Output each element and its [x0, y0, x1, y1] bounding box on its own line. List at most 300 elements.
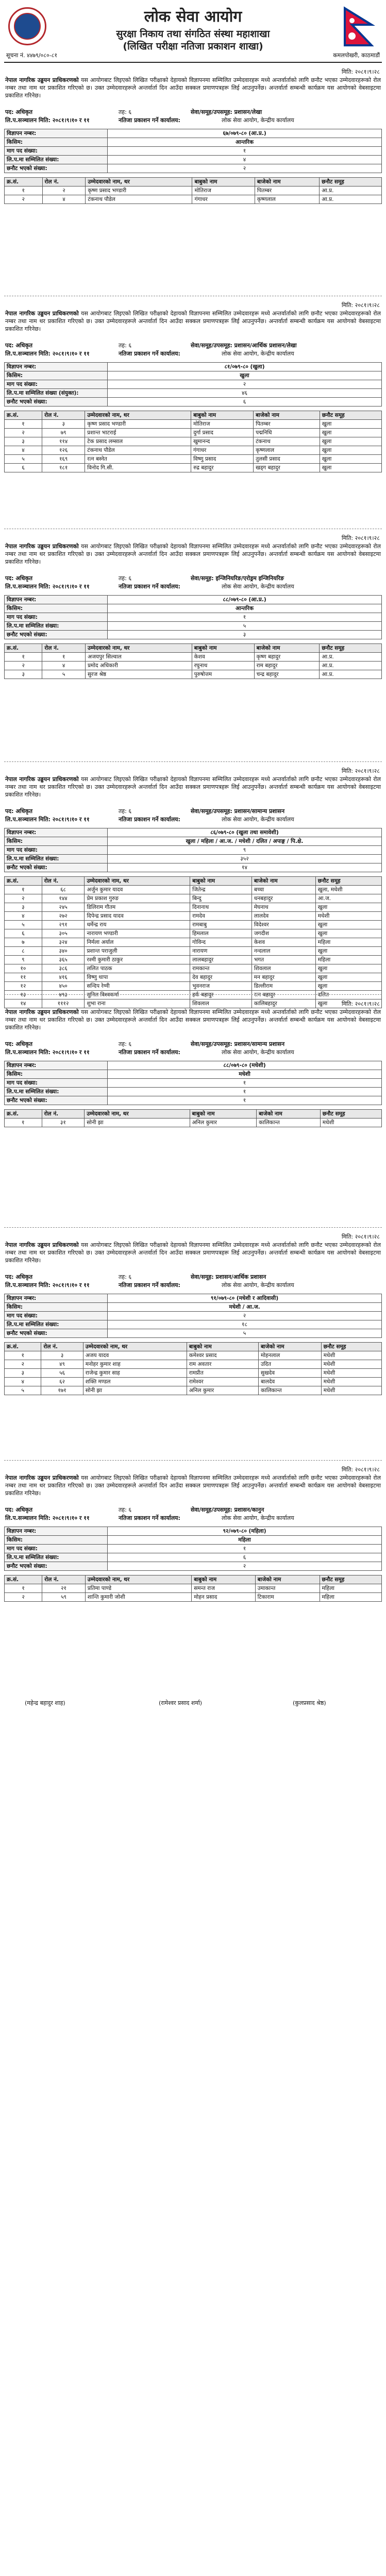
table-cell: ३: [5, 1369, 41, 1378]
table-cell: टंकनाथ: [254, 437, 320, 446]
posts-count: १: [108, 147, 382, 156]
type-label: किसिम:: [5, 138, 108, 147]
table-cell: दलित: [315, 991, 381, 999]
table-row: [5, 929, 382, 938]
table-cell: सन्दिप रेग्मी: [85, 982, 190, 991]
selected-label: छनौट भएको संख्या:: [5, 631, 108, 639]
table-cell: धर्मेन्द्र राय: [85, 921, 190, 929]
table-cell: रत्न बहादुर: [251, 991, 315, 999]
selected-count: ५: [108, 1329, 382, 1338]
table-cell: धनबहादुर: [251, 894, 315, 903]
table-cell: ७९: [42, 429, 85, 437]
table-cell: १११२: [42, 999, 85, 1008]
table-cell: कृष्ण प्रसाद भण्डारी: [86, 187, 192, 195]
type-value: महिला: [108, 1536, 382, 1545]
type-label: किसिम:: [5, 837, 108, 846]
table-cell: सुखदेव: [258, 1369, 321, 1378]
selected-label: छनौट भएको संख्या:: [5, 1096, 108, 1105]
level-label: तह: ६: [119, 1506, 132, 1513]
table-cell: ४: [5, 1378, 41, 1386]
posts-count: १: [108, 613, 382, 622]
appeared-label: लि.प.मा सम्मिलित संख्या (संयुक्त):: [5, 389, 108, 398]
column-header: रोल नं.: [42, 411, 85, 420]
notice-paragraph: नेपाल नागरिक उड्डयन प्राधिकरणको यस आयोगबाट लिइएको लिखित परीक्षाको देहायको विज्ञापनमा सम्मिलित उम्मेदवारहरू मध्ये अन्तर्वार्ताको लागि छनौट भएका उम्मेदवारहरूको रोल नम्बर तथा नाम थर प्रकाशित गरिएको छ। उक्त उम्मेदवारहरूले अन्तर्वार्ता दिन आउँदा सक्कल प्रमाणपत्रहरू लिई आउनुपर्नेछ। अन्तर्वार्ता सम्बन्धी कार्यक्रम यस आयोगको वेबसाइटमा प्रकाशित गरिनेछ।: [5, 543, 381, 565]
notice-paragraph: नेपाल नागरिक उड्डयन प्राधिकरणको यस आयोगबाट लिइएको लिखित परीक्षाको देहायको विज्ञापनमा सम्मिलित उम्मेदवारहरू मध्ये अन्तर्वार्ताको लागि छनौट भएका उम्मेदवारहरूको रोल नम्बर तथा नाम थर प्रकाशित गरिएको छ। उक्त उम्मेदवारहरूले अन्तर्वार्ता दिन आउँदा सक्कल प्रमाणपत्रहरू लिई आउनुपर्नेछ। अन्तर्वार्ता सम्बन्धी कार्यक्रम यस आयोगको वेबसाइटमा प्रकाशित गरिनेछ।: [5, 310, 381, 332]
table-cell: उदित: [258, 1360, 321, 1369]
type-value: मधेशी / आ.ज.: [108, 1303, 382, 1312]
table-cell: ३: [5, 903, 42, 912]
table-cell: मोहन प्रसाद: [192, 1593, 255, 1602]
post-info-row: [4, 1040, 382, 1048]
column-header: छनौट समूह: [320, 411, 381, 420]
table-row: [5, 1118, 382, 1127]
candidate-table: [4, 876, 382, 1008]
column-header: बाबुको नाम: [190, 877, 252, 886]
table-cell: जितेन्द्र: [190, 886, 252, 894]
notice-number: सूचना नं. ४४७९/०८०-८१: [6, 52, 58, 59]
candidate-table: [4, 1575, 382, 1602]
result-office: लोक सेवा आयोग, केन्द्रीय कार्यालय: [222, 816, 294, 823]
table-cell: ५: [5, 455, 42, 464]
table-cell: १०: [5, 964, 42, 973]
column-header: रोल नं.: [42, 877, 85, 886]
table-cell: खुला: [320, 420, 381, 429]
adv-number: ९१/०७९-८० (मधेशी र आदिवासी): [108, 1294, 382, 1303]
table-cell: कालिकान्त: [258, 1386, 321, 1395]
type-value: खुला: [108, 371, 382, 380]
table-cell: नारायण भण्डारी: [85, 929, 190, 938]
level-label: तह: ६: [119, 109, 132, 115]
exam-date: लि.प.सञ्चालन मिति: २०८१।९।१० र ११: [5, 350, 90, 357]
table-header-row: [5, 1343, 382, 1351]
table-cell: मधेशी: [321, 1378, 381, 1386]
column-header: उम्मेदवारको नाम, थर: [85, 1110, 190, 1118]
result-office-label: नतिजा प्रकाशन गर्ने कार्यालय:: [119, 1049, 180, 1056]
column-header: बाजेको नाम: [255, 178, 319, 187]
table-cell: १३: [5, 991, 42, 999]
notice-date: मिति: २०८१।९।२८: [341, 1001, 380, 1007]
notice-date: मिति: २०८१।९।२८: [341, 302, 380, 309]
table-row: [5, 1360, 382, 1369]
column-header: रोल नं.: [42, 644, 86, 653]
table-cell: शक्ति मण्डल: [83, 1378, 187, 1386]
exam-date: लि.प.सञ्चालन मिति: २०८१।९।१० र ११: [5, 816, 90, 823]
appeared-count: ४६: [108, 389, 382, 398]
table-cell: महिला: [315, 938, 381, 947]
table-row: [5, 1351, 382, 1360]
table-cell: महिला: [320, 1584, 381, 1593]
selected-label: छनौट भएको संख्या:: [5, 1329, 108, 1338]
table-cell: २९१: [42, 921, 85, 929]
notice-paragraph: नेपाल नागरिक उड्डयन प्राधिकरणको यस आयोगबाट लिइएको लिखित परीक्षाको देहायको विज्ञापनमा सम्मिलित उम्मेदवारहरू मध्ये अन्तर्वार्ताको लागि छनौट भएका उम्मेदवारहरूको रोल नम्बर तथा नाम थर प्रकाशित गरिएको छ। उक्त उम्मेदवारहरूले अन्तर्वार्ता दिन आउँदा सक्कल प्रमाणपत्रहरू लिई आउनुपर्नेछ। अन्तर्वार्ता सम्बन्धी कार्यक्रम यस आयोगको वेबसाइटमा प्रकाशित गरिनेछ।: [5, 1242, 381, 1264]
table-cell: ६: [5, 929, 42, 938]
exam-date: लि.प.सञ्चालन मिति: २०८१।९।१० र ११: [5, 117, 90, 124]
table-cell: पितम्बर: [254, 420, 320, 429]
column-header: बाबुको नाम: [187, 1343, 258, 1351]
table-row: [5, 912, 382, 921]
notice-paragraph: नेपाल नागरिक उड्डयन प्राधिकरणको यस आयोगबाट लिइएको लिखित परीक्षाको देहायको विज्ञापनमा सम्मिलित उम्मेदवारहरू मध्ये अन्तर्वार्ताको लागि छनौट भएका उम्मेदवारहरूको रोल नम्बर तथा नाम थर प्रकाशित गरिएको छ। उक्त उम्मेदवारहरूले अन्तर्वार्ता दिन आउँदा सक्कल प्रमाणपत्रहरू लिई आउनुपर्नेछ। अन्तर्वार्ता सम्बन्धी कार्यक्रम यस आयोगको वेबसाइटमा प्रकाशित गरिनेछ।: [5, 1009, 381, 1031]
table-cell: महिला: [315, 956, 381, 964]
notice-date: मिति: २०८१।९।२८: [341, 1233, 380, 1240]
table-header-row: [5, 877, 382, 886]
table-cell: मधेशी: [321, 1351, 381, 1360]
table-cell: नन्दलाल: [251, 947, 315, 956]
table-cell: ३०५: [42, 929, 85, 938]
table-cell: मोहनलाल: [258, 1351, 321, 1360]
post-label: पद: अधिकृत: [5, 1506, 33, 1513]
table-cell: १८१: [42, 464, 85, 472]
column-header: बाबुको नाम: [192, 644, 254, 653]
type-label: किसिम:: [5, 1536, 108, 1545]
type-label: किसिम:: [5, 604, 108, 613]
column-header: छनौट समूह: [320, 1110, 381, 1118]
signature-block: [4, 1696, 382, 1711]
table-cell: आ.प्र.: [320, 187, 382, 195]
table-cell: प्रमोद अधिकारी: [85, 662, 192, 670]
appeared-count: १८: [108, 1320, 382, 1329]
table-cell: आ.प्र.: [320, 195, 382, 204]
table-cell: ८: [5, 947, 42, 956]
column-header: उम्मेदवारको नाम, थर: [85, 644, 192, 653]
table-cell: खुला: [315, 999, 381, 1008]
table-cell: गोविन्द: [190, 938, 252, 947]
table-cell: खुला: [315, 921, 381, 929]
table-cell: खुला: [315, 903, 381, 912]
table-cell: ३: [41, 1351, 83, 1360]
table-cell: हिमलाल: [190, 929, 252, 938]
notices-container: [4, 63, 382, 1693]
column-header: उम्मेदवारको नाम, थर: [85, 411, 191, 420]
result-notice: [4, 296, 382, 529]
table-cell: ४: [42, 662, 86, 670]
selected-count: २: [108, 1562, 382, 1571]
table-cell: ४: [5, 912, 42, 921]
column-header: छनौट समूह: [320, 644, 382, 653]
table-cell: ३८६: [42, 964, 85, 973]
service-group: सेवा/समूह/उपसमूह: प्रशासन/आर्थिक प्रशासन/लेखा: [191, 342, 297, 349]
adv-number-label: विज्ञापन नम्बर:: [5, 596, 108, 604]
candidate-table: [4, 177, 382, 204]
table-cell: अजयपुर सिल्वाल: [85, 653, 192, 662]
type-value: आन्तरिक: [108, 604, 382, 613]
table-row: [5, 464, 382, 472]
posts-label: माग पद संख्या:: [5, 1545, 108, 1553]
column-header: उम्मेदवारको नाम, थर: [85, 1575, 191, 1584]
table-cell: ३: [5, 670, 42, 679]
table-cell: १: [5, 1118, 42, 1127]
table-cell: आ.प्र.: [320, 662, 382, 670]
selected-label: छनौट भएको संख्या:: [5, 398, 108, 406]
table-cell: रामबाबु: [190, 921, 252, 929]
table-cell: १: [5, 886, 42, 894]
table-cell: उमाकान्त: [255, 1584, 320, 1593]
table-header-row: [5, 644, 382, 653]
adv-number: ६७/०७९-८० (आ.प्र.): [108, 129, 382, 138]
table-row: [5, 947, 382, 956]
exam-info-row: [4, 1281, 382, 1290]
table-cell: आ.प्र.: [320, 653, 382, 662]
table-cell: ३: [42, 420, 85, 429]
table-row: [5, 670, 382, 679]
table-cell: प्रतिमा पाण्डे: [85, 1584, 191, 1593]
table-cell: शिवलाल: [190, 999, 252, 1008]
table-cell: २७२: [42, 912, 85, 921]
table-cell: ३६५: [42, 956, 85, 964]
level-label: तह: ६: [119, 575, 132, 582]
appeared-count: ६: [108, 1553, 382, 1562]
table-cell: शिवलाल: [251, 964, 315, 973]
table-row: [5, 437, 382, 446]
adv-number-label: विज्ञापन नम्बर:: [5, 129, 108, 138]
table-cell: खुला: [315, 973, 381, 982]
column-header: क्र.सं.: [5, 644, 42, 653]
table-row: [5, 964, 382, 973]
header-subtitle: सुरक्षा निकाय तथा संगठित संस्था महाशाखा (लिखित परीक्षा नतिजा प्रकाशन शाखा): [116, 28, 270, 52]
table-row: [5, 455, 382, 464]
table-cell: अनिल कुमार: [187, 1386, 258, 1395]
table-cell: प्रशान्त भाटराई: [85, 429, 191, 437]
notice-date: मिति: २०८१।९।२८: [341, 768, 380, 774]
table-cell: खुला: [320, 455, 381, 464]
level-label: तह: ६: [119, 808, 132, 815]
table-row: [5, 420, 382, 429]
posts-count: ९: [108, 846, 382, 855]
posts-label: माग पद संख्या:: [5, 147, 108, 156]
column-header: बाबुको नाम: [192, 178, 255, 187]
appeared-label: लि.प.मा सम्मिलित संख्या:: [5, 1553, 108, 1562]
advertisement-summary-table: [4, 1294, 382, 1338]
table-cell: रत्न बस्नेत: [85, 455, 191, 464]
table-cell: लालबहादुर: [190, 956, 252, 964]
table-cell: केशव: [192, 653, 254, 662]
level-label: तह: ६: [119, 1274, 132, 1280]
candidate-table: [4, 643, 382, 679]
result-office: लोक सेवा आयोग, केन्द्रीय कार्यालय: [222, 583, 294, 590]
table-cell: खुला: [315, 964, 381, 973]
post-label: पद: अधिकृत: [5, 575, 33, 582]
table-cell: खुला: [315, 929, 381, 938]
advertisement-summary-table: [4, 828, 382, 872]
table-cell: खुला, मधेशी: [315, 886, 381, 894]
result-notice: [4, 1460, 382, 1693]
table-cell: ललित पाठक: [85, 964, 190, 973]
table-row: [5, 973, 382, 982]
table-cell: ४९३: [42, 991, 85, 999]
column-header: रोल नं.: [42, 1110, 85, 1118]
posts-count: १: [108, 1079, 382, 1088]
header-meta: [4, 52, 382, 60]
table-cell: मधेशी: [321, 1369, 381, 1378]
table-row: [5, 921, 382, 929]
column-header: बाजेको नाम: [258, 1343, 321, 1351]
table-cell: मेघनाथ: [251, 903, 315, 912]
result-office-label: नतिजा प्रकाशन गर्ने कार्यालय:: [119, 583, 180, 590]
signature-1: (महेन्द्र बहादुर शाह): [25, 1700, 65, 1706]
table-cell: १: [5, 653, 42, 662]
table-cell: बालदेव: [258, 1378, 321, 1386]
table-cell: सोनी झा: [83, 1386, 187, 1395]
result-office-label: नतिजा प्रकाशन गर्ने कार्यालय:: [119, 350, 180, 357]
table-cell: नारायण: [190, 947, 252, 956]
table-cell: भगत: [251, 956, 315, 964]
table-row: [5, 886, 382, 894]
service-group: सेवा/समूह/उपसमूह: प्रशासन/कानुन: [191, 1506, 264, 1513]
table-cell: मोतिराज: [192, 187, 255, 195]
service-group: सेवा/समूह/उपसमूह: प्रशासन/सामान्य प्रशासन: [191, 1041, 285, 1047]
column-header: रोल नं.: [42, 1575, 85, 1584]
service-group: सेवा/समूह: इन्जिनियरिङ/एरोड्रम इन्जिनियरिङ: [191, 575, 284, 582]
result-notice: [4, 1227, 382, 1460]
selected-count: ३: [108, 631, 382, 639]
post-info-row: [4, 807, 382, 816]
table-row: [5, 429, 382, 437]
table-cell: कृष्णलाल: [254, 446, 320, 455]
advertisement-summary-table: [4, 129, 382, 173]
table-cell: १: [5, 1351, 41, 1360]
table-cell: पद्मनिधि: [254, 429, 320, 437]
table-cell: ४: [5, 446, 42, 455]
service-group: सेवा/समूह: प्रशासन/आर्थिक प्रशासन: [191, 1274, 266, 1280]
result-office-label: नतिजा प्रकाशन गर्ने कार्यालय:: [119, 1515, 180, 1521]
table-cell: राम बहादुर: [254, 662, 320, 670]
type-value: आन्तरिक: [108, 138, 382, 147]
table-cell: १: [5, 420, 42, 429]
exam-date: लि.प.सञ्चालन मिति: २०८१।९।१० र ११: [5, 1049, 90, 1056]
table-cell: टिकाराम: [255, 1593, 320, 1602]
table-cell: २४५: [42, 903, 85, 912]
column-header: बाबुको नाम: [192, 1575, 255, 1584]
service-group: सेवा/समूह/उपसमूह: प्रशासन/लेखा: [191, 109, 262, 115]
table-cell: जगदीश: [251, 929, 315, 938]
table-cell: ११४: [42, 437, 85, 446]
table-cell: विनोद गि.सी.: [85, 464, 191, 472]
table-cell: १६९: [42, 455, 85, 464]
table-header-row: [5, 1575, 382, 1584]
exam-info-row: [4, 116, 382, 125]
table-cell: रामदेव: [190, 912, 252, 921]
advertisement-summary-table: [4, 362, 382, 406]
table-cell: सोनी झा: [85, 1118, 190, 1127]
table-cell: १४: [5, 999, 42, 1008]
table-cell: २१: [42, 1584, 85, 1593]
post-label: पद: अधिकृत: [5, 1041, 33, 1047]
table-cell: दिनानाथ: [190, 903, 252, 912]
column-header: क्र.सं.: [5, 877, 42, 886]
appeared-label: लि.प.मा सम्मिलित संख्या:: [5, 1320, 108, 1329]
table-row: [5, 195, 382, 204]
adv-number-label: विज्ञापन नम्बर:: [5, 1294, 108, 1303]
table-row: [5, 653, 382, 662]
table-cell: २: [5, 1360, 41, 1369]
table-cell: सुनिल विश्वकर्मा: [85, 991, 190, 999]
exam-date: लि.प.सञ्चालन मिति: २०८१।९।१० र ११: [5, 1515, 90, 1521]
column-header: क्र.सं.: [5, 1343, 41, 1351]
adv-number-label: विज्ञापन नम्बर:: [5, 1061, 108, 1070]
table-cell: दुर्गा प्रसाद: [191, 429, 254, 437]
table-cell: भुवनराज: [190, 982, 252, 991]
table-cell: महिला: [320, 1593, 381, 1602]
notice-paragraph: नेपाल नागरिक उड्डयन प्राधिकरणको यस आयोगबाट लिइएको लिखित परीक्षाको देहायको विज्ञापनमा सम्मिलित उम्मेदवारहरू मध्ये अन्तर्वार्ताको लागि छनौट भएका उम्मेदवारहरूको रोल नम्बर तथा नाम थर प्रकाशित गरिएको छ। उक्त उम्मेदवारहरूले अन्तर्वार्ता दिन आउँदा सक्कल प्रमाणपत्रहरू लिई आउनुपर्नेछ। अन्तर्वार्ता सम्बन्धी कार्यक्रम यस आयोगको वेबसाइटमा प्रकाशित गरिनेछ।: [5, 776, 381, 798]
table-cell: मधेशी: [320, 1118, 381, 1127]
table-cell: राम अवतार: [187, 1360, 258, 1369]
table-cell: विदेश्वर: [251, 921, 315, 929]
table-cell: ६: [5, 464, 42, 472]
post-info-row: [4, 1506, 382, 1514]
table-cell: १: [42, 653, 86, 662]
table-cell: खड्ग बहादुर: [254, 464, 320, 472]
table-cell: खुला: [320, 437, 381, 446]
selected-label: छनौट भएको संख्या:: [5, 1562, 108, 1571]
table-cell: कालिबहादुर: [251, 999, 315, 1008]
result-notice: [4, 63, 382, 296]
table-cell: टंकनाथ पौडेल: [86, 195, 192, 204]
advertisement-summary-table: [4, 595, 382, 639]
table-row: [5, 894, 382, 903]
table-cell: ७: [5, 938, 42, 947]
result-office-label: नतिजा प्रकाशन गर्ने कार्यालय:: [119, 1282, 180, 1289]
column-header: छनौट समूह: [321, 1343, 381, 1351]
table-cell: ४१६: [42, 973, 85, 982]
table-cell: ९: [5, 956, 42, 964]
table-row: [5, 938, 382, 947]
table-header-row: [5, 411, 382, 420]
type-label: किसिम:: [5, 1070, 108, 1079]
table-cell: रुद्र बहादुर: [191, 464, 254, 472]
table-row: [5, 1593, 382, 1602]
candidate-table: [4, 411, 382, 472]
appeared-label: लि.प.मा सम्मिलित संख्या:: [5, 855, 108, 863]
column-header: क्र.सं.: [5, 1575, 42, 1584]
table-cell: आ.प्र.: [320, 670, 382, 679]
level-label: तह: ६: [119, 1041, 132, 1047]
column-header: क्र.सं.: [5, 178, 43, 187]
post-label: पद: अधिकृत: [5, 342, 33, 349]
adv-number-label: विज्ञापन नम्बर:: [5, 363, 108, 371]
table-cell: मधेशी: [321, 1386, 381, 1395]
column-header: उम्मेदवारको नाम, थर: [85, 877, 190, 886]
table-cell: ३: [5, 437, 42, 446]
exam-info-row: [4, 1514, 382, 1522]
table-cell: १७१: [41, 1386, 83, 1395]
appeared-label: लि.प.मा सम्मिलित संख्या:: [5, 156, 108, 164]
table-cell: अनिल कुमार: [190, 1118, 257, 1127]
posts-label: माग पद संख्या:: [5, 613, 108, 622]
table-row: [5, 1378, 382, 1386]
table-cell: ४९: [41, 1360, 83, 1369]
table-cell: रश्मी कुमारी ठाकुर: [85, 956, 190, 964]
posts-label: माग पद संख्या:: [5, 846, 108, 855]
document-header: [4, 4, 382, 63]
posts-label: माग पद संख्या:: [5, 380, 108, 389]
table-cell: खुला: [320, 429, 381, 437]
type-label: किसिम:: [5, 371, 108, 380]
column-header: रोल नं.: [42, 178, 86, 187]
exam-info-row: [4, 350, 382, 358]
table-cell: कालिकान्त: [257, 1118, 321, 1127]
table-cell: टंकनाथ पौडेल: [85, 446, 191, 455]
notice-paragraph: नेपाल नागरिक उड्डयन प्राधिकरणको यस आयोगबाट लिइएको लिखित परीक्षाको देहायको विज्ञापनमा सम्मिलित उम्मेदवारहरू मध्ये अन्तर्वार्ताको लागि छनौट भएका उम्मेदवारहरूको रोल नम्बर तथा नाम थर प्रकाशित गरिएको छ। उक्त उम्मेदवारहरूले अन्तर्वार्ता दिन आउँदा सक्कल प्रमाणपत्रहरू लिई आउनुपर्नेछ। अन्तर्वार्ता सम्बन्धी कार्यक्रम यस आयोगको वेबसाइटमा प्रकाशित गरिनेछ।: [5, 77, 381, 99]
table-cell: ४: [42, 195, 86, 204]
column-header: उम्मेदवारको नाम, थर: [86, 178, 192, 187]
table-cell: पितम्बर: [255, 187, 319, 195]
column-header: बाजेको नाम: [255, 1575, 320, 1584]
table-cell: २: [5, 429, 42, 437]
result-office: लोक सेवा आयोग, केन्द्रीय कार्यालय: [222, 350, 294, 357]
table-cell: २: [5, 1593, 42, 1602]
table-cell: राजेन्द्र कुमार साह: [83, 1369, 187, 1378]
column-header: बाबुको नाम: [190, 1110, 257, 1118]
result-office: लोक सेवा आयोग, केन्द्रीय कार्यालय: [222, 1515, 294, 1521]
